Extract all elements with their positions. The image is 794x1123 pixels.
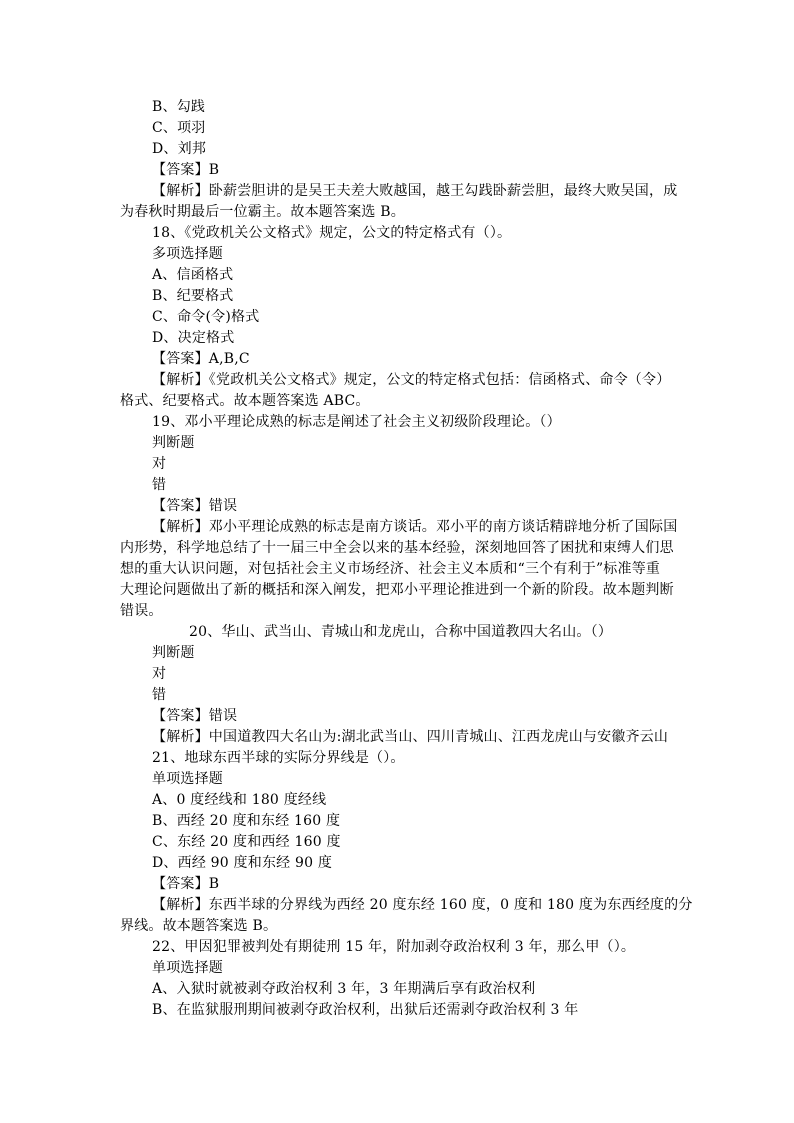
option-true: 对 — [152, 666, 167, 682]
explanation-line: 大理论问题做出了新的概括和深入阐发，把邓小平理论推进到一个新的阶段。故本题判断 — [120, 582, 674, 598]
question-21: 21、地球东西半球的实际分界线是（）。 — [152, 750, 405, 766]
option-true: 对 — [152, 456, 167, 472]
question-19: 19、邓小平理论成熟的标志是阐述了社会主义初级阶段理论。（） — [152, 414, 561, 430]
question-18: 18、《党政机关公文格式》规定，公文的特定格式有（）。 — [152, 225, 512, 241]
question-type: 单项选择题 — [152, 960, 223, 976]
option-d-line: D、刘邦 — [152, 141, 207, 157]
explanation-line: 内形势，科学地总结了十一届三中全会以来的基本经验，深刻地回答了困扰和束缚人们思 — [120, 540, 674, 556]
explanation-line: 格式、纪要格式。故本题答案选 ABC。 — [120, 393, 370, 409]
question-type: 单项选择题 — [152, 771, 223, 787]
question-20: 20、华山、武当山、青城山和龙虎山，合称中国道教四大名山。（） — [189, 624, 613, 640]
explanation-line: 【解析】卧薪尝胆讲的是吴王夫差大败越国，越王勾践卧薪尝胆，最终大败吴国，成 — [152, 183, 678, 199]
answer-line: 【答案】A,B,C — [152, 351, 250, 367]
explanation-line: 为春秋时期最后一位霸主。故本题答案选 B。 — [120, 204, 405, 220]
option-a-line: A、0 度经线和 180 度经线 — [152, 792, 327, 808]
answer-line: 【答案】B — [152, 876, 220, 892]
option-b-line: B、西经 20 度和东经 160 度 — [152, 813, 341, 829]
question-22: 22、甲因犯罪被判处有期徒刑 15 年，附加剥夺政治权利 3 年，那么甲（）。 — [152, 939, 636, 955]
explanation-line: 界线。故本题答案选 B。 — [120, 918, 278, 934]
option-a-line: A、信函格式 — [152, 267, 234, 283]
option-c-line: C、项羽 — [152, 120, 206, 136]
option-false: 错 — [152, 477, 167, 493]
option-b-line: B、纪要格式 — [152, 288, 234, 304]
question-type: 多项选择题 — [152, 246, 223, 262]
option-b-line: B、勾践 — [152, 99, 206, 115]
explanation-line: 【解析】东西半球的分界线为西经 20 度东经 160 度，0 度和 180 度为东西经度的分 — [152, 897, 693, 913]
answer-line: 【答案】错误 — [152, 498, 238, 514]
explanation-line: 想的重大认识问题，对包括社会主义市场经济、社会主义本质和“三个有利于”标准等重 — [120, 561, 661, 577]
explanation-line: 【解析】中国道教四大名山为:湖北武当山、四川青城山、江西龙虎山与安徽齐云山 — [152, 729, 669, 745]
question-type: 判断题 — [152, 645, 195, 661]
explanation-line: 【解析】邓小平理论成熟的标志是南方谈话。邓小平的南方谈话精辟地分析了国际国 — [152, 519, 678, 535]
option-b-line: B、在监狱服刑期间被剥夺政治权利，出狱后还需剥夺政治权利 3 年 — [152, 1002, 579, 1018]
question-type: 判断题 — [152, 435, 195, 451]
option-d-line: D、决定格式 — [152, 330, 235, 346]
option-d-line: D、西经 90 度和东经 90 度 — [152, 855, 333, 871]
explanation-line: 错误。 — [120, 603, 163, 619]
option-c-line: C、命令(令)格式 — [152, 309, 260, 325]
option-c-line: C、东经 20 度和西经 160 度 — [152, 834, 341, 850]
explanation-line: 【解析】《党政机关公文格式》规定，公文的特定格式包括：信函格式、命令（令） — [152, 372, 671, 388]
option-false: 错 — [152, 687, 167, 703]
option-a-line: A、入狱时就被剥夺政治权利 3 年，3 年期满后享有政治权利 — [152, 981, 536, 997]
answer-line: 【答案】B — [152, 162, 220, 178]
answer-line: 【答案】错误 — [152, 708, 238, 724]
